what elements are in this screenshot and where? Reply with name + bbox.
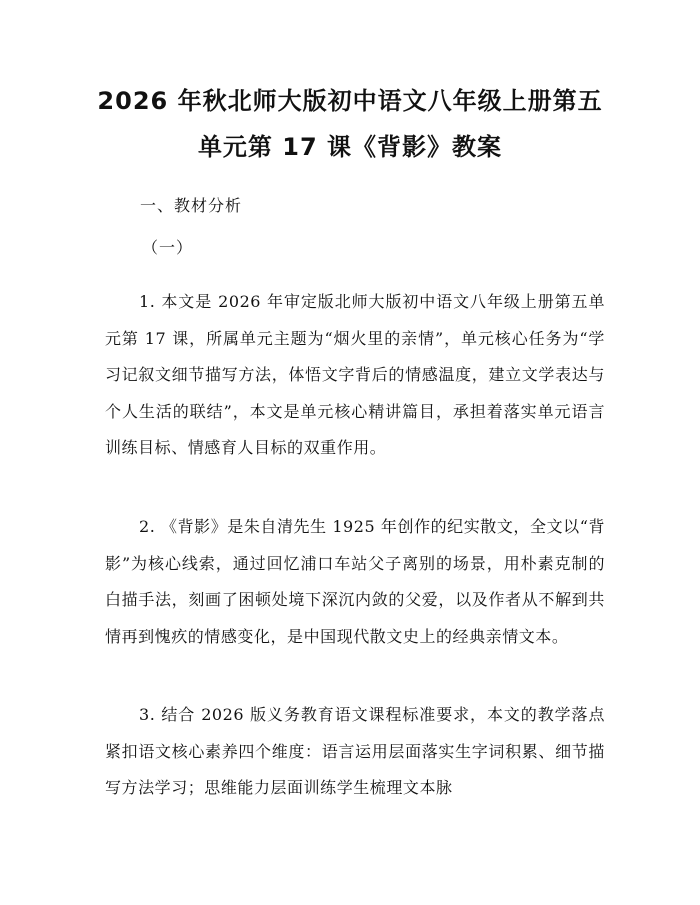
paragraph-1: 1. 本文是 2026 年审定版北师大版初中语文八年级上册第五单元第 17 课，所属单元主题为“烟火里的亲情”，单元核心任务为“学习记叙文细节描写方法，体悟文字背后的情感温度，建立文学表达与个人生活的联结”，本文是单元核心精讲篇目，承担着落实单元语言训练目标、情感育人目标的双重作用。 xyxy=(105,292,605,458)
document-title-line-2: 单元第 17 课《背影》教案 xyxy=(197,133,503,161)
document-title-line-1: 2026 年秋北师大版初中语文八年级上册第五 xyxy=(97,87,603,115)
section-heading: 一、教材分析 xyxy=(140,196,243,215)
subsection-heading: （一） xyxy=(142,238,194,257)
paragraph-3: 3. 结合 2026 版义务教育语文课程标准要求，本文的教学落点紧扣语文核心素养四个维度：语言运用层面落实生字词积累、细节描写方法学习；思维能力层面训练学生梳理文本脉 xyxy=(105,705,605,798)
paragraph-2: 2. 《背影》是朱自清先生 1925 年创作的纪实散文，全文以“背影”为核心线索，通过回忆浦口车站父子离别的场景，用朴素克制的白描手法，刻画了困顿处境下深沉内敛的父爱，以及作者从不解到共情再到愧疚的情感变化，是中国现代散文史上的经典亲情文本。 xyxy=(105,517,605,646)
